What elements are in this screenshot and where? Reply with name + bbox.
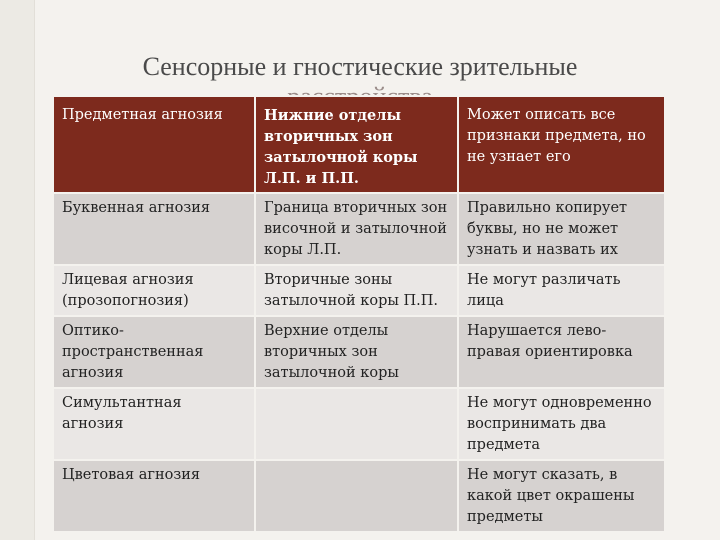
table-cell: Цветовая агнозия	[53, 460, 255, 532]
table-cell: Оптико-пространственная агнозия	[53, 316, 255, 388]
table-cell: Вторичные зоны затылочной коры П.П.	[255, 265, 458, 316]
table-row	[53, 193, 665, 265]
table-cell	[255, 460, 458, 532]
agnosia-table	[52, 95, 666, 533]
slide-title-line-1: Сенсорные и гностические зрительные	[142, 52, 578, 81]
table-cell: Нарушается лево-правая ориентировка	[458, 316, 665, 388]
table-row	[53, 265, 665, 316]
table-row	[53, 460, 665, 532]
table-cell: Верхние отделы вторичных зон затылочной коры	[255, 316, 458, 388]
table-cell: Предметная агнозия	[53, 96, 255, 193]
table-cell: Буквенная агнозия	[53, 193, 255, 265]
table-cell: Не могут различать лица	[458, 265, 665, 316]
table-cell: Не могут одновременно воспринимать два предмета	[458, 388, 665, 460]
table-cell: Нижние отделы вторичных зон затылочной коры Л.П. и П.П.	[255, 96, 458, 193]
table-cell: Граница вторичных зон височной и затылочной коры Л.П.	[255, 193, 458, 265]
table-cell: Не могут сказать, в какой цвет окрашены предметы	[458, 460, 665, 532]
table-cell: Правильно копирует буквы, но не может узнать и назвать их	[458, 193, 665, 265]
table-cell	[255, 388, 458, 460]
table-cell: Симультантная агнозия	[53, 388, 255, 460]
table-row-header	[53, 96, 665, 193]
table-row	[53, 316, 665, 388]
table-cell: Лицевая агнозия (прозопогнозия)	[53, 265, 255, 316]
table-row	[53, 388, 665, 460]
table-cell: Может описать все признаки предмета, но не узнает его	[458, 96, 665, 193]
